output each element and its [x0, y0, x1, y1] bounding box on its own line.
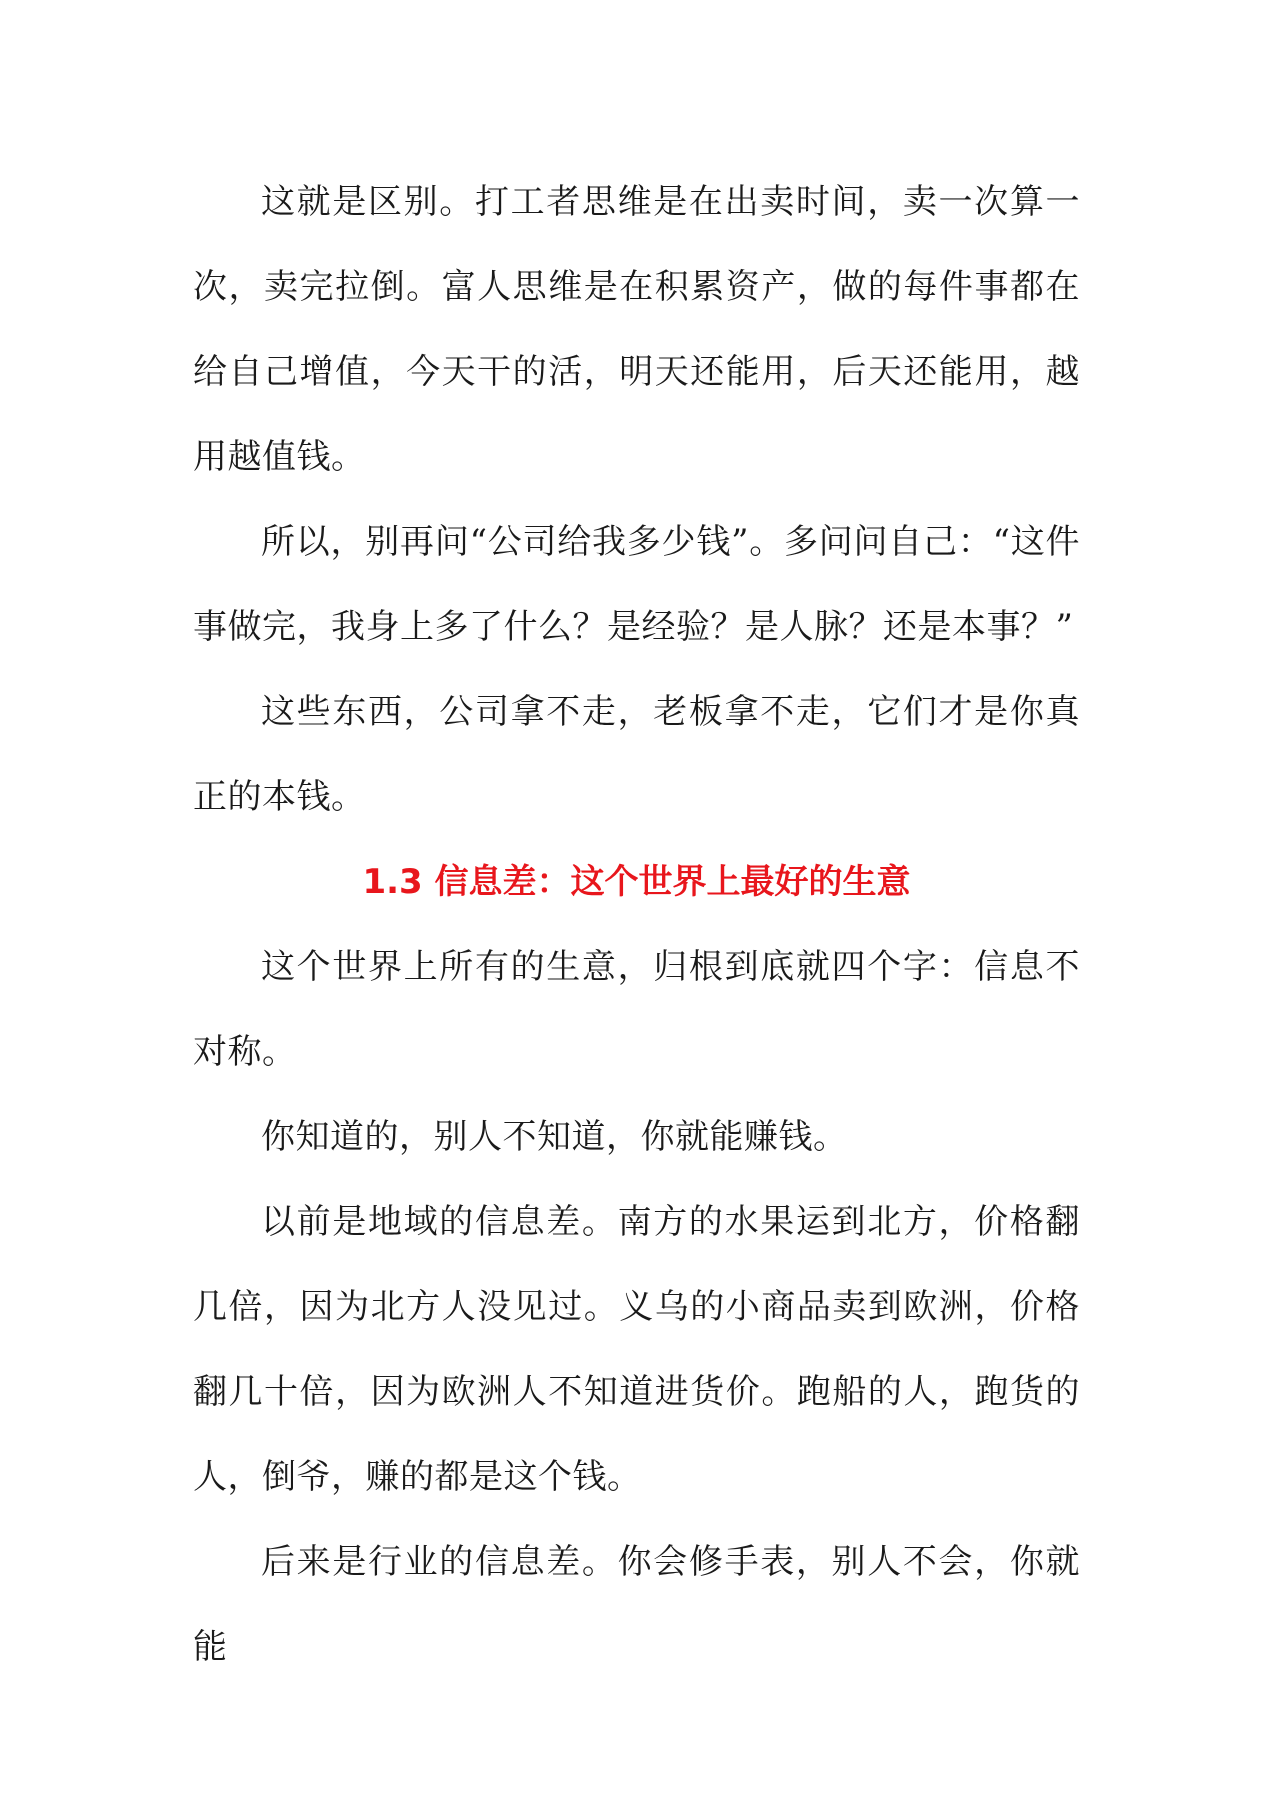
section-title: 1.3 信息差：这个世界上最好的生意	[362, 862, 911, 902]
paragraph-regional-gap: 以前是地域的信息差。南方的水果运到北方，价格翻几倍，因为北方人没见过。义乌的小商品卖到欧洲，价格翻几十倍，因为欧洲人不知道进货价。跑船的人，跑货的人，倒爷，赚的都是这个钱。	[193, 1202, 1080, 1497]
paragraph-difference: 这就是区别。打工者思维是在出卖时间，卖一次算一次，卖完拉倒。富人思维是在积累资产，做的每件事都在给自己增值，今天干的活，明天还能用，后天还能用，越用越值钱。	[193, 182, 1080, 477]
paragraph-ask-yourself: 所以，别再问“公司给我多少钱”。多问问自己：“这件事做完，我身上多了什么？是经验？是人脉？还是本事？”	[193, 522, 1080, 647]
paragraph-you-know: 你知道的，别人不知道，你就能赚钱。	[261, 1117, 848, 1157]
paragraph-real-capital: 这些东西，公司拿不走，老板拿不走，它们才是你真正的本钱。	[193, 692, 1080, 817]
document-body	[193, 160, 1080, 1690]
paragraph-information-asymmetry: 这个世界上所有的生意，归根到底就四个字：信息不对称。	[193, 947, 1080, 1072]
paragraph-industry-gap: 后来是行业的信息差。你会修手表，别人不会，你就能	[193, 1542, 1080, 1667]
